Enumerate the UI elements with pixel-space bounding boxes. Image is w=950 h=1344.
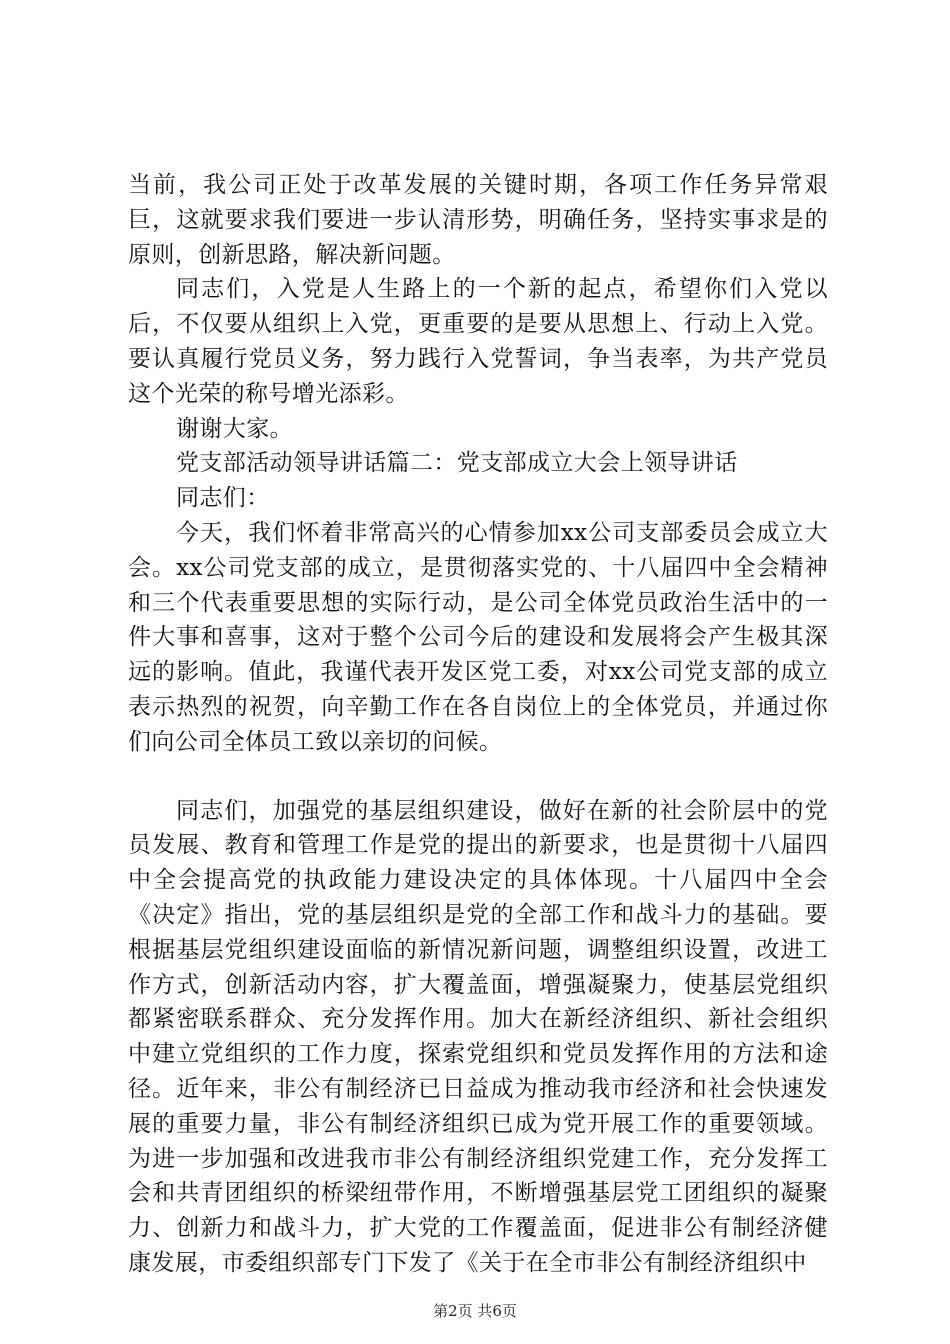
document-body bbox=[128, 168, 828, 1281]
paragraph-thanks: 谢谢大家。 bbox=[176, 415, 293, 442]
salutation: 同志们： bbox=[176, 485, 270, 512]
paragraph-party-building: 同志们，加强党的基层组织建设，做好在新的社会阶层中的党员发展、教育和管理工作是党的提出的新要求，也是贯彻十八届四中全会提高党的执政能力建设决定的具体体现。十八届四中全会《决定》指出，党的基层组织是党的全部工作和战斗力的基础。要根据基层党组织建设面临的新情况新问题，调整组织设置，改进工作方式，创新活动内容，扩大覆盖面，增强凝聚力，使基层党组织都紧密联系群众、充分发挥作用。加大在新经济组织、新社会组织中建立党组织的工作力度，探索党组织和党员发挥作用的方法和途径。近年来，非公有制经济已日益成为推动我市经济和社会快速发展的重要力量，非公有制经济组织已成为党开展工作的重要领域。为进一步加强和改进我市非公有制经济组织党建工作，充分发挥工会和共青团组织的桥梁纽带作用，不断增强基层党工团组织的凝聚力、创新力和战斗力，扩大党的工作覆盖面，促进非公有制经济健康发展，市委组织部专门下发了《关于在全市非公有制经济组织中 bbox=[128, 797, 828, 1276]
paragraph-opening: 今天，我们怀着非常高兴的心情参加xx公司支部委员会成立大会。xx公司党支部的成立，是贯彻落实党的、十八届四中全会精神和三个代表重要思想的实际行动，是公司全体党员政治生活中的一件大事和喜事，这对于整个公司今后的建设和发展将会产生极其深远的影响。值此，我谨代表开发区党工委，对xx公司党支部的成立表示热烈的祝贺，向辛勤工作在各自岗位上的全体党员，并通过你们向公司全体员工致以亲切的问候。 bbox=[128, 519, 828, 755]
paragraph-continuation: 当前，我公司正处于改革发展的关键时期，各项工作任务异常艰巨，这就要求我们要进一步认清形势，明确任务，坚持实事求是的原则，创新思路，解决新问题。 bbox=[128, 172, 828, 268]
section-heading: 党支部活动领导讲话篇二：党支部成立大会上领导讲话 bbox=[176, 450, 738, 477]
page-number-footer: 第2页 共6页 bbox=[433, 1302, 517, 1320]
paragraph-joining-party: 同志们，入党是人生路上的一个新的起点，希望你们入党以后，不仅要从组织上入党，更重要的是要从思想上、行动上入党。要认真履行党员义务，努力践行入党誓词，争当表率，为共产党员这个光荣的称号增光添彩。 bbox=[128, 276, 828, 407]
